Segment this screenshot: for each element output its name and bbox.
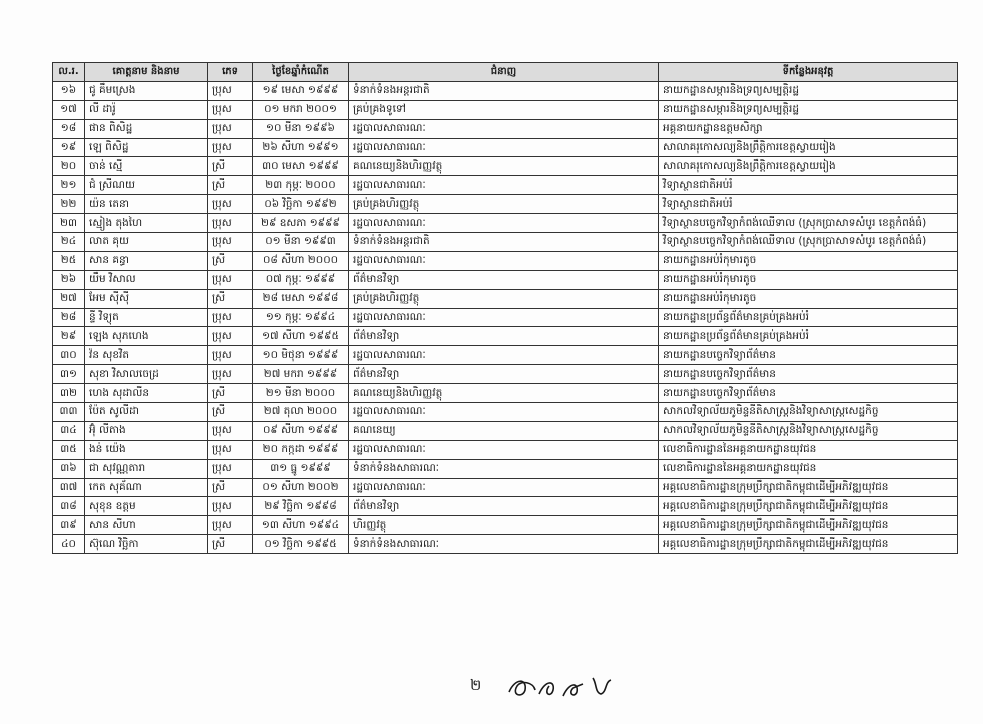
cell-skill: រដ្ឋបាលសាធារណៈ: [349, 308, 659, 327]
cell-no: ១៩: [53, 138, 85, 157]
cell-dob: ២៩ វិច្ឆិកា ១៩៩៨: [253, 497, 349, 516]
cell-skill: រដ្ឋបាលសាធារណៈ: [349, 251, 659, 270]
cell-name: ឡេ ពិសិដ្ឋ: [85, 138, 208, 157]
cell-skill: គណនេយ្យនិងហិរញ្ញវត្ថុ: [349, 384, 659, 403]
cell-name: សាន សីហា: [85, 516, 208, 535]
cell-place: អគ្គលេខាធិការដ្ឋានក្រុមប្រឹក្សាជាតិកម្ពុជាដើម្បីអភិវឌ្ឍយុវជន: [659, 497, 958, 516]
cell-skill: គ្រប់គ្រងហិរញ្ញវត្ថុ: [349, 289, 659, 308]
table-row: [53, 308, 958, 327]
cell-name: ចាន់ ស្មើ: [85, 157, 208, 176]
cell-sex: ស្រី: [208, 535, 253, 554]
cell-skill: ទំនាក់ទំនងសាធារណៈ: [349, 535, 659, 554]
cell-no: ១៨: [53, 119, 85, 138]
cell-no: ៣៤: [53, 421, 85, 440]
cell-sex: ប្រុស: [208, 214, 253, 233]
cell-dob: ២១ មីនា ២០០០: [253, 384, 349, 403]
cell-dob: ០៧ កុម្ភៈ ១៩៩៩: [253, 270, 349, 289]
cell-dob: ២៦ សីហា ១៩៩១: [253, 138, 349, 157]
cell-dob: ០៦ វិច្ឆិកា ១៩៩២: [253, 195, 349, 214]
table-row: [53, 440, 958, 459]
cell-name: លាត គុយ: [85, 233, 208, 252]
cell-sex: ប្រុស: [208, 497, 253, 516]
cell-no: ២៨: [53, 308, 85, 327]
table-row: [53, 459, 958, 478]
cell-dob: ០១ វិច្ឆិកា ១៩៩៥: [253, 535, 349, 554]
cell-skill: ទំនាក់ទំនងសាធារណៈ: [349, 459, 659, 478]
cell-dob: ២៧ តុលា ២០០០: [253, 403, 349, 422]
cell-sex: ស្រី: [208, 384, 253, 403]
cell-skill: ហិរញ្ញវត្ថុ: [349, 516, 659, 535]
cell-no: ១៧: [53, 100, 85, 119]
cell-no: ៣២: [53, 384, 85, 403]
page-footer: [470, 676, 489, 698]
cell-sex: ស្រី: [208, 478, 253, 497]
cell-skill: គ្រប់គ្រងហិរញ្ញវត្ថុ: [349, 195, 659, 214]
cell-no: ២៧: [53, 289, 85, 308]
cell-dob: ១៩ មេសា ១៩៩៩: [253, 81, 349, 100]
table-row: [53, 289, 958, 308]
cell-name: យ៉ន តេនា: [85, 195, 208, 214]
cell-name: ជា សុវណ្ណតារា: [85, 459, 208, 478]
cell-no: ២៣: [53, 214, 85, 233]
header-dob: ថ្ងៃខែឆ្នាំកំណើត: [253, 63, 349, 82]
cell-no: ៤០: [53, 535, 85, 554]
cell-no: ៣៧: [53, 478, 85, 497]
cell-sex: ប្រុស: [208, 308, 253, 327]
table-row: [53, 214, 958, 233]
cell-place: នាយកដ្ឋានអប់រំកុមារតូច: [659, 289, 958, 308]
cell-name: អ៊ុំ លីតាង: [85, 421, 208, 440]
cell-sex: ស្រី: [208, 157, 253, 176]
header-sex: ភេទ: [208, 63, 253, 82]
cell-name: កេត សុគ័ណា: [85, 478, 208, 497]
cell-name: ប៉ែត សូលីដា: [85, 403, 208, 422]
cell-dob: ០៩ សីហា ១៩៩៩: [253, 421, 349, 440]
cell-sex: ស្រី: [208, 403, 253, 422]
cell-skill: រដ្ឋបាលសាធារណៈ: [349, 346, 659, 365]
cell-no: ៣៥: [53, 440, 85, 459]
table-row: [53, 478, 958, 497]
cell-place: វិទ្យាស្ថានជាតិអប់រំ: [659, 176, 958, 195]
cell-skill: រដ្ឋបាលសាធារណៈ: [349, 440, 659, 459]
cell-sex: ប្រុស: [208, 459, 253, 478]
cell-sex: ប្រុស: [208, 195, 253, 214]
cell-name: ហេង សុដាលីន: [85, 384, 208, 403]
cell-sex: ប្រុស: [208, 327, 253, 346]
cell-skill: ទំនាក់ទំនងអន្តរជាតិ: [349, 233, 659, 252]
cell-skill: ទំនាក់ទំនងអន្តរជាតិ: [349, 81, 659, 100]
cell-place: វិទ្យាស្ថានជាតិអប់រំ: [659, 195, 958, 214]
header-skill: ជំនាញ: [349, 63, 659, 82]
cell-sex: ប្រុស: [208, 119, 253, 138]
table-row: [53, 138, 958, 157]
header-no: ល.រ.: [53, 63, 85, 82]
cell-no: ៣៦: [53, 459, 85, 478]
table-row: [53, 327, 958, 346]
cell-place: នាយកដ្ឋានប្រព័ន្ធព័ត៌មានគ្រប់គ្រងអប់រំ: [659, 308, 958, 327]
cell-name: សុខា វិសាលចេដ្រ: [85, 365, 208, 384]
cell-dob: ០៨ សីហា ២០០០: [253, 251, 349, 270]
cell-dob: ២៨ មេសា ១៩៩៨: [253, 289, 349, 308]
cell-dob: ២៩ ឧសភា ១៩៩៩: [253, 214, 349, 233]
cell-skill: រដ្ឋបាលសាធារណៈ: [349, 214, 659, 233]
table-row: [53, 100, 958, 119]
cell-sex: ប្រុស: [208, 421, 253, 440]
cell-skill: រដ្ឋបាលសាធារណៈ: [349, 138, 659, 157]
table-row: [53, 384, 958, 403]
cell-dob: ១៣ សីហា ១៩៩៤: [253, 516, 349, 535]
cell-place: នាយកដ្ឋានសម្ភារនិងទ្រព្យសម្បត្តិរដ្ឋ: [659, 100, 958, 119]
cell-no: ២២: [53, 195, 85, 214]
cell-place: នាយកដ្ឋានអប់រំកុមារតូច: [659, 251, 958, 270]
cell-name: ឡេង សុភហេង: [85, 327, 208, 346]
table-header-row: [53, 63, 958, 82]
cell-skill: ព័ត៌មានវិទ្យា: [349, 327, 659, 346]
page-number: ២: [470, 676, 482, 694]
cell-no: ២៥: [53, 251, 85, 270]
staff-table: [52, 62, 958, 554]
cell-name: ងន់ យ៉េង: [85, 440, 208, 459]
cell-place: អគ្គនាយកដ្ឋានឧត្តមសិក្សា: [659, 119, 958, 138]
table-row: [53, 157, 958, 176]
cell-place: អគ្គលេខាធិការដ្ឋានក្រុមប្រឹក្សាជាតិកម្ពុជាដើម្បីអភិវឌ្ឍយុវជន: [659, 516, 958, 535]
cell-no: ២០: [53, 157, 85, 176]
cell-name: វ៉ន សុខវិត: [85, 346, 208, 365]
cell-place: សាកលវិទ្យាល័យភូមិន្ទនីតិសាស្ត្រនិងវិទ្យាសាស្ត្រសេដ្ឋកិច្ច: [659, 403, 958, 422]
table-row: [53, 421, 958, 440]
cell-place: អគ្គលេខាធិការដ្ឋានក្រុមប្រឹក្សាជាតិកម្ពុជាដើម្បីអភិវឌ្ឍយុវជន: [659, 478, 958, 497]
table-row: [53, 270, 958, 289]
cell-place: សាកលវិទ្យាល័យភូមិន្ទនីតិសាស្ត្រនិងវិទ្យាសាស្ត្រសេដ្ឋកិច្ច: [659, 421, 958, 440]
cell-skill: រដ្ឋបាលសាធារណៈ: [349, 176, 659, 195]
cell-name: ផាន ពិសិដ្ឋ: [85, 119, 208, 138]
cell-name: យឹម វិសាល: [85, 270, 208, 289]
cell-no: ៣៣: [53, 403, 85, 422]
cell-sex: ស្រី: [208, 251, 253, 270]
cell-skill: ព័ត៌មានវិទ្យា: [349, 497, 659, 516]
cell-dob: ២៧ មករា ១៩៩៩: [253, 365, 349, 384]
cell-sex: ប្រុស: [208, 100, 253, 119]
cell-dob: ១០ មិថុនា ១៩៩៩: [253, 346, 349, 365]
cell-place: វិទ្យាស្ថានបច្ចេកវិទ្យាកំពង់ឈើទាល (ស្រុកប្រាសាទសំបូរ ខេត្តកំពង់ធំ): [659, 214, 958, 233]
cell-place: នាយកដ្ឋានបច្ចេកវិទ្យាព័ត៌មាន: [659, 346, 958, 365]
cell-skill: រដ្ឋបាលសាធារណៈ: [349, 403, 659, 422]
table-row: [53, 81, 958, 100]
cell-name: ន្ទី វិទ្យុត: [85, 308, 208, 327]
table-row: [53, 233, 958, 252]
cell-no: ២៦: [53, 270, 85, 289]
cell-no: ៣៨: [53, 497, 85, 516]
cell-name: ស្មៀង តុងហៃ: [85, 214, 208, 233]
cell-sex: ប្រុស: [208, 440, 253, 459]
cell-no: ២១: [53, 176, 85, 195]
cell-skill: គណនេយ្យ: [349, 421, 659, 440]
cell-sex: ស្រី: [208, 176, 253, 195]
header-name: គោត្តនាម និងនាម: [85, 63, 208, 82]
cell-dob: ០១ សីហា ២០០២: [253, 478, 349, 497]
table-row: [53, 119, 958, 138]
cell-skill: ព័ត៌មានវិទ្យា: [349, 270, 659, 289]
cell-sex: ប្រុស: [208, 516, 253, 535]
cell-no: ២៤: [53, 233, 85, 252]
cell-place: លេខាធិការដ្ឋាននៃអគ្គនាយកដ្ឋានយុវជន: [659, 459, 958, 478]
table-row: [53, 346, 958, 365]
cell-sex: ប្រុស: [208, 233, 253, 252]
cell-no: ៣១: [53, 365, 85, 384]
cell-place: វិទ្យាស្ថានបច្ចេកវិទ្យាកំពង់ឈើទាល (ស្រុកប្រាសាទសំបូរ ខេត្តកំពង់ធំ): [659, 233, 958, 252]
cell-skill: ព័ត៌មានវិទ្យា: [349, 365, 659, 384]
table-row: [53, 403, 958, 422]
cell-place: នាយកដ្ឋានអប់រំកុមារតូច: [659, 270, 958, 289]
cell-dob: ១០ មីនា ១៩៩៦: [253, 119, 349, 138]
cell-skill: គ្រប់គ្រងទូទៅ: [349, 100, 659, 119]
cell-place: សាលាគរុកោសល្យនិងព្រឹត្តិការខេត្តស្វាយរៀង: [659, 138, 958, 157]
cell-sex: ប្រុស: [208, 270, 253, 289]
cell-name: ជំ ស្រីណយ: [85, 176, 208, 195]
cell-sex: ប្រុស: [208, 365, 253, 384]
cell-skill: រដ្ឋបាលសាធារណៈ: [349, 119, 659, 138]
cell-no: ៣៩: [53, 516, 85, 535]
cell-name: ជូ គឹមស្រេង: [85, 81, 208, 100]
table-row: [53, 535, 958, 554]
cell-no: ៣០: [53, 346, 85, 365]
table-row: [53, 251, 958, 270]
table-row: [53, 497, 958, 516]
cell-dob: ០១ មីនា ១៩៩៣: [253, 233, 349, 252]
cell-place: នាយកដ្ឋានសម្ភារនិងទ្រព្យសម្បត្តិរដ្ឋ: [659, 81, 958, 100]
cell-sex: ប្រុស: [208, 138, 253, 157]
cell-name: អែម ស៊ីស៊ី: [85, 289, 208, 308]
cell-name: សុខុន ឧត្តម: [85, 497, 208, 516]
cell-dob: ១១ កុម្ភៈ ១៩៩៤: [253, 308, 349, 327]
cell-sex: ប្រុស: [208, 346, 253, 365]
cell-no: ២៩: [53, 327, 85, 346]
cell-place: នាយកដ្ឋានបច្ចេកវិទ្យាព័ត៌មាន: [659, 365, 958, 384]
cell-place: សាលាគរុកោសល្យនិងព្រឹត្តិការខេត្តស្វាយរៀង: [659, 157, 958, 176]
table-row: [53, 516, 958, 535]
header-place: ទីកន្លែងអនុវត្ត: [659, 63, 958, 82]
cell-place: នាយកដ្ឋានប្រព័ន្ធព័ត៌មានគ្រប់គ្រងអប់រំ: [659, 327, 958, 346]
cell-skill: គណនេយ្យនិងហិរញ្ញវត្ថុ: [349, 157, 659, 176]
cell-dob: ២០ កក្កដា ១៩៩៩: [253, 440, 349, 459]
cell-name: ស៊ុណេ វិច្ឆិកា: [85, 535, 208, 554]
cell-place: នាយកដ្ឋានបច្ចេកវិទ្យាព័ត៌មាន: [659, 384, 958, 403]
cell-dob: ២៣ កុម្ភៈ ២០០០: [253, 176, 349, 195]
table-row: [53, 195, 958, 214]
table-row: [53, 365, 958, 384]
cell-place: អគ្គលេខាធិការដ្ឋានក្រុមប្រឹក្សាជាតិកម្ពុជាដើម្បីអភិវឌ្ឍយុវជន: [659, 535, 958, 554]
table-row: [53, 176, 958, 195]
cell-dob: ១៧ សីហា ១៩៩៥: [253, 327, 349, 346]
cell-name: លី ដារ៉ូ: [85, 100, 208, 119]
cell-place: លេខាធិការដ្ឋាននៃអគ្គនាយកដ្ឋានយុវជន: [659, 440, 958, 459]
cell-skill: រដ្ឋបាលសាធារណៈ: [349, 478, 659, 497]
cell-dob: ០១ មករា ២០០១: [253, 100, 349, 119]
cell-sex: ស្រី: [208, 289, 253, 308]
cell-no: ១៦: [53, 81, 85, 100]
signature-initials: [505, 670, 625, 704]
cell-dob: ៣១ ធ្នូ ១៩៩៩: [253, 459, 349, 478]
cell-name: សាន គន្ធា: [85, 251, 208, 270]
cell-sex: ប្រុស: [208, 81, 253, 100]
cell-dob: ៣០ មេសា ១៩៩៩: [253, 157, 349, 176]
